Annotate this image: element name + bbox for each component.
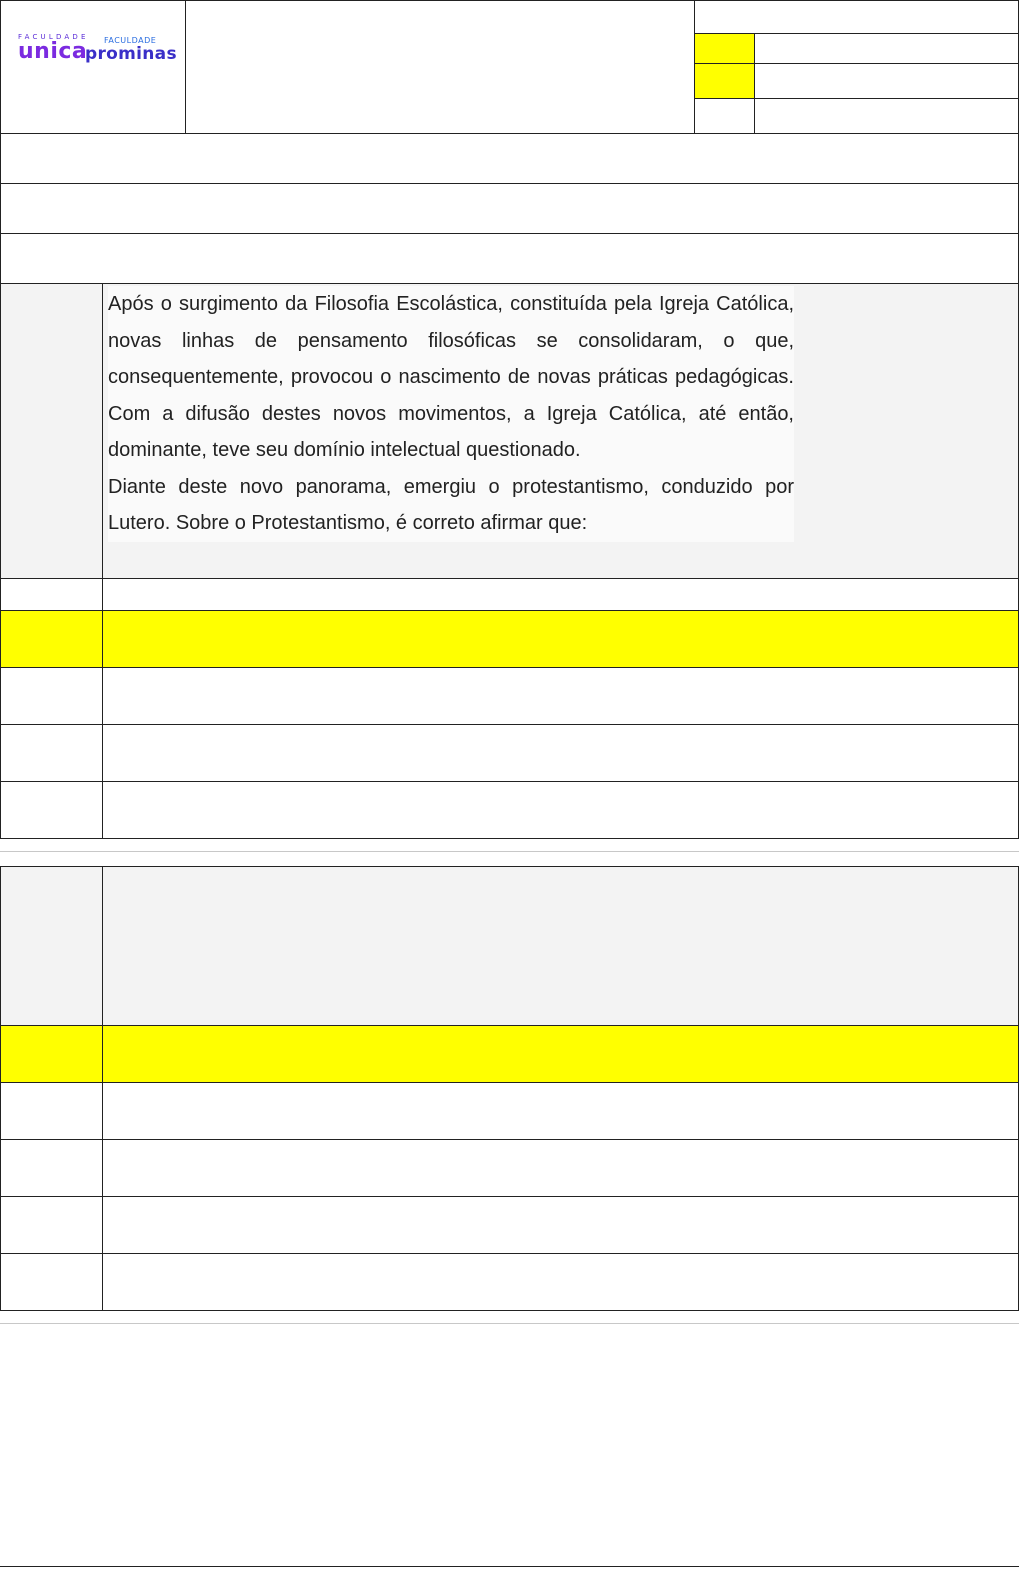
question-2-option-label-2 (0, 1082, 103, 1140)
header-info-mark-3 (694, 98, 755, 134)
question-2-option-label-correct (0, 1025, 103, 1083)
question-2-option-3[interactable] (102, 1139, 1019, 1197)
question-2-statement-cell (102, 866, 1019, 1026)
question-1-option-label-4 (0, 781, 103, 839)
question-1-option-3[interactable] (102, 724, 1019, 782)
question-2-option-label-3 (0, 1139, 103, 1197)
header-info-mark-1 (694, 33, 755, 64)
question-1-option-label-2 (0, 667, 103, 725)
question-separator-2 (0, 1323, 1019, 1324)
header-info-mark-2 (694, 63, 755, 99)
question-separator-1 (0, 851, 1019, 852)
question-2-option-label-4 (0, 1196, 103, 1254)
question-1-paragraph-1: Após o surgimento da Filosofia Escolástica, constituída pela Igreja Católica, novas linhas de pensamento filosóficas se consolidaram, o que, consequentemente, provocou o nascimento de novas práticas pedagógicas. Com a difusão destes novos movimentos, a Igreja Católica, até então, dominante, teve seu domínio intelectual questionado. (108, 293, 794, 461)
question-2-number-cell (0, 866, 103, 1026)
logo-unica: unica (18, 39, 88, 64)
question-2-option-label-5 (0, 1253, 103, 1311)
question-2-option-2[interactable] (102, 1082, 1019, 1140)
question-1-option-label-3 (0, 724, 103, 782)
logo-faculdade-top: FACULDADE (18, 33, 89, 41)
question-2-option-5[interactable] (102, 1253, 1019, 1311)
question-2-option-4[interactable] (102, 1196, 1019, 1254)
header-info-top (694, 0, 1019, 34)
question-2-option-correct[interactable] (102, 1025, 1019, 1083)
question-1-paragraph-2: Diante deste novo panorama, emergiu o protestantismo, conduzido por Lutero. Sobre o Protestantismo, é correto afirmar que: (108, 475, 794, 534)
question-1-statement (108, 286, 794, 542)
question-1-option-label-correct (0, 610, 103, 668)
question-1-row-a (102, 578, 1019, 611)
header-info-value-3 (754, 98, 1019, 134)
question-1-option-4[interactable] (102, 781, 1019, 839)
institution-logo (18, 33, 178, 73)
header-row-2 (0, 183, 1019, 234)
logo-prominas: prominas (85, 44, 177, 64)
header-info-value-1 (754, 33, 1019, 64)
header-info-value-2 (754, 63, 1019, 99)
question-1-option-2[interactable] (102, 667, 1019, 725)
header-title-cell (185, 0, 695, 134)
question-1-number-cell (0, 283, 103, 579)
question-1-row-label-a (0, 578, 103, 611)
header-row-1 (0, 133, 1019, 184)
footer-rule (0, 1566, 1019, 1567)
header-row-3 (0, 233, 1019, 284)
logo-faculdade-right: FACULDADE (104, 36, 157, 45)
question-1-option-correct[interactable] (102, 610, 1019, 668)
